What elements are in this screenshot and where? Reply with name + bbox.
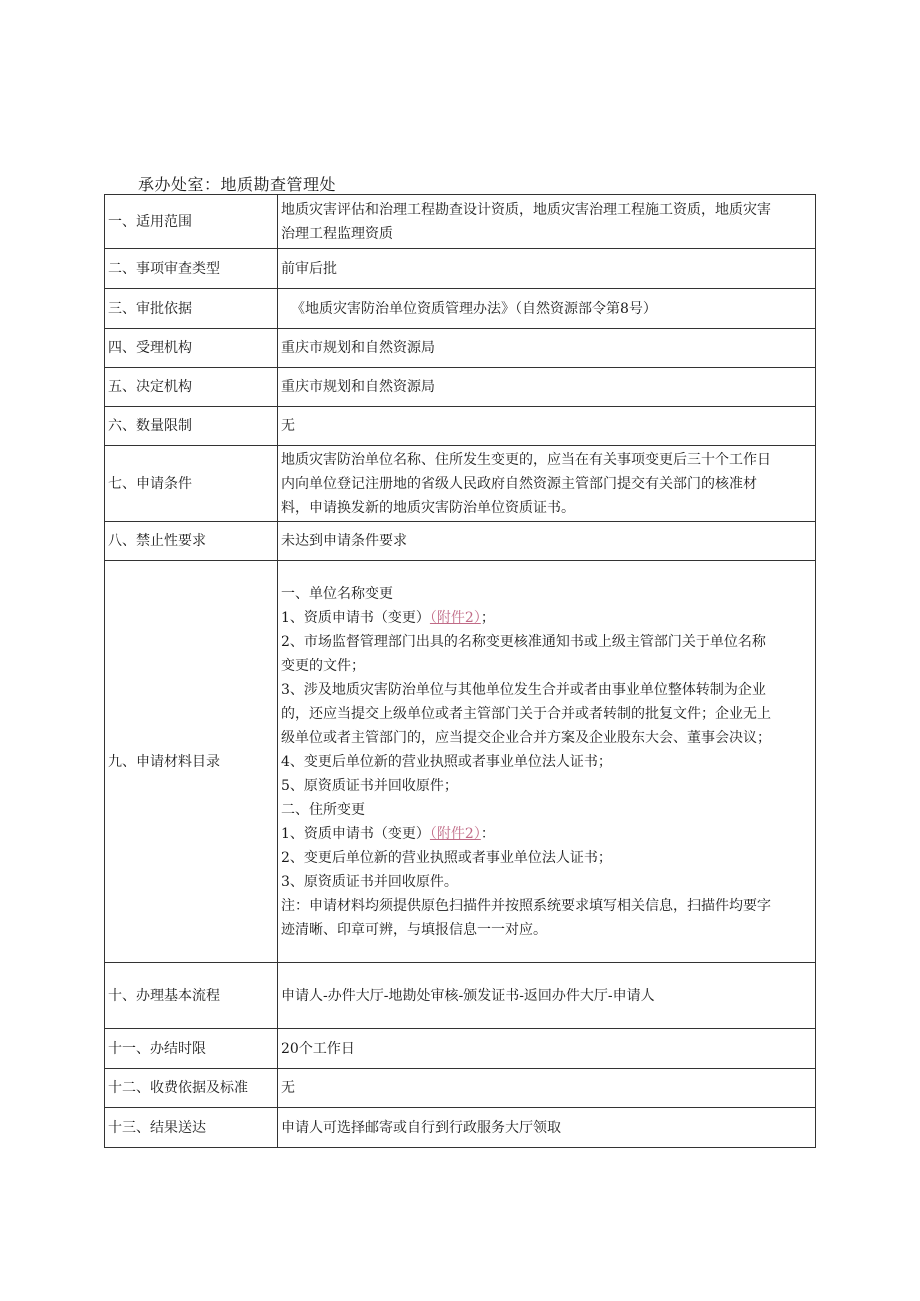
row-label-deciding-agency: 五、决定机构 bbox=[105, 368, 278, 407]
value-line: 一、单位名称变更 bbox=[281, 585, 393, 602]
table-row bbox=[105, 1108, 816, 1148]
row-value-basis bbox=[278, 289, 816, 329]
value-line: 5、原资质证书并回收原件； bbox=[281, 777, 458, 794]
row-label-quantity-limit: 六、数量限制 bbox=[105, 407, 278, 446]
value-text: ； bbox=[480, 609, 495, 626]
value-text: ： bbox=[480, 825, 495, 842]
row-label-fees: 十二、收费依据及标准 bbox=[105, 1069, 278, 1108]
row-label-materials: 九、申请材料目录 bbox=[105, 561, 278, 963]
value-line: 料，申请换发新的地质灾害防治单位资质证书。 bbox=[281, 499, 575, 516]
value-text: 1、资质申请书（变更） bbox=[281, 825, 430, 842]
value-line: 4、变更后单位新的营业执照或者事业单位法人证书； bbox=[281, 753, 612, 770]
table-row bbox=[105, 446, 816, 522]
row-label-time-limit: 十一、办结时限 bbox=[105, 1029, 278, 1069]
row-value-accepting-agency bbox=[278, 329, 816, 368]
value-line: 《地质灾害防治单位资质管理办法》（自然资源部令第8号） bbox=[291, 300, 657, 317]
row-value-prohibitions bbox=[278, 522, 816, 561]
table-row bbox=[105, 289, 816, 329]
value-line: 2、市场监督管理部门出具的名称变更核准通知书或上级主管部门关于单位名称 bbox=[281, 633, 766, 650]
row-value-scope bbox=[278, 195, 816, 249]
value-line: 申请人-办件大厅-地勘处审核-颁发证书-返回办件大厅-申请人 bbox=[281, 987, 655, 1004]
value-line: 无 bbox=[281, 1080, 295, 1096]
table-row bbox=[105, 522, 816, 561]
value-line: 3、涉及地质灾害防治单位与其他单位发生合并或者由事业单位整体转制为企业 bbox=[281, 681, 766, 698]
row-value-time-limit bbox=[278, 1029, 816, 1069]
row-label-scope: 一、适用范围 bbox=[105, 195, 278, 249]
row-label-basis: 三、审批依据 bbox=[105, 289, 278, 329]
value-line: 重庆市规划和自然资源局 bbox=[281, 340, 435, 356]
value-line: 3、原资质证书并回收原件。 bbox=[281, 873, 458, 890]
value-line: 注：申请材料均须提供原色扫描件并按照系统要求填写相关信息，扫描件均要字 bbox=[281, 897, 771, 914]
value-line: 变更的文件； bbox=[281, 657, 365, 674]
value-text: 1、资质申请书（变更） bbox=[281, 609, 430, 626]
row-label-process: 十、办理基本流程 bbox=[105, 963, 278, 1029]
row-value-delivery bbox=[278, 1108, 816, 1148]
row-label-prohibitions: 八、禁止性要求 bbox=[105, 522, 278, 561]
table-row bbox=[105, 963, 816, 1029]
value-line: 前审后批 bbox=[281, 260, 337, 277]
row-label-conditions: 七、申请条件 bbox=[105, 446, 278, 522]
value-line: 无 bbox=[281, 418, 295, 434]
row-value-process bbox=[278, 963, 816, 1029]
table-row bbox=[105, 368, 816, 407]
table-row bbox=[105, 407, 816, 446]
value-line: 级单位或者主管部门的，应当提交企业合并方案及企业股东大会、董事会决议； bbox=[281, 729, 771, 746]
value-line: 地质灾害防治单位名称、住所发生变更的，应当在有关事项变更后三十个工作日 bbox=[281, 451, 771, 468]
row-label-delivery: 十三、结果送达 bbox=[105, 1108, 278, 1148]
attachment-link[interactable]: （附件2） bbox=[429, 825, 481, 842]
attachment-link[interactable]: （附件2） bbox=[429, 609, 481, 626]
value-line: 申请人可选择邮寄或自行到行政服务大厅领取 bbox=[281, 1119, 561, 1136]
value-line: 重庆市规划和自然资源局 bbox=[281, 379, 435, 395]
table-row bbox=[105, 249, 816, 289]
service-info-table bbox=[104, 194, 816, 1148]
row-value-deciding-agency bbox=[278, 368, 816, 407]
value-line: 地质灾害评估和治理工程勘查设计资质，地质灾害治理工程施工资质，地质灾害 bbox=[281, 201, 771, 218]
row-value-review-type bbox=[278, 249, 816, 289]
value-line: 未达到申请条件要求 bbox=[281, 533, 407, 549]
row-value-quantity-limit bbox=[278, 407, 816, 446]
value-line: 治理工程监理资质 bbox=[281, 225, 393, 242]
value-line: 内向单位登记注册地的省级人民政府自然资源主管部门提交有关部门的核准材 bbox=[281, 475, 757, 492]
row-value-materials bbox=[278, 561, 816, 963]
table-row bbox=[105, 561, 816, 963]
value-line: 的，还应当提交上级单位或者主管部门关于合并或者转制的批复文件；企业无上 bbox=[281, 705, 771, 722]
table-row bbox=[105, 329, 816, 368]
value-line: 迹清晰、印章可辨，与填报信息一一对应。 bbox=[281, 921, 547, 938]
row-label-accepting-agency: 四、受理机构 bbox=[105, 329, 278, 368]
office-heading: 承办处室：地质勘查管理处 bbox=[138, 175, 337, 194]
value-line: 二、住所变更 bbox=[281, 801, 365, 818]
value-line: 20个工作日 bbox=[281, 1040, 355, 1057]
row-label-review-type: 二、事项审查类型 bbox=[105, 249, 278, 289]
table-row bbox=[105, 1029, 816, 1069]
value-line: 2、变更后单位新的营业执照或者事业单位法人证书； bbox=[281, 849, 612, 866]
value-line bbox=[281, 822, 812, 846]
row-value-conditions bbox=[278, 446, 816, 522]
table-row bbox=[105, 195, 816, 249]
row-value-fees bbox=[278, 1069, 816, 1108]
value-line bbox=[281, 606, 812, 630]
table-row bbox=[105, 1069, 816, 1108]
